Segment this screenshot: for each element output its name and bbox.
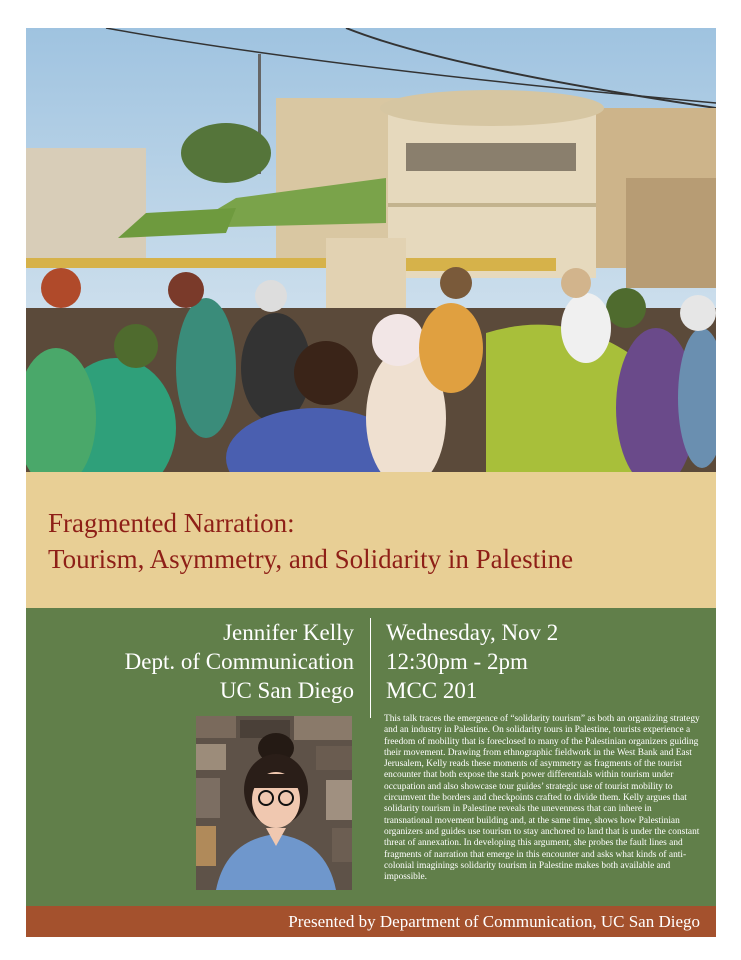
event-title-line-1: Fragmented Narration: <box>48 508 295 538</box>
event-schedule <box>386 618 558 705</box>
event-abstract: This talk traces the emergence of “solidarity tourism” as both an organizing strategy and an industry in Palestine. On solidarity tours in Palestine, tourists experience a freedom of mobility that is foreclosed to many of the Palestinian organizers guiding their movement. Drawing from ethnographic fieldwork in the West Bank and East Jerusalem, Kelly reads these moments of asymmetry as fragments of the tourist encounter that both expose the stark power differentials within tourism under occupation and also showcase tour guides’ strategic use of tourist mobility to circumvent the borders and checkpoints crafted to divide them. Kelly argues that solidarity tourism in Palestine reveals the unevenness that can inhere in transnational movement building and, at the same time, shows how Palestinian organizers and guides use tourism to stay anchored to land that is under the constant threat of annexation. In developing this argument, she probes the fault lines and fragments of narration that emerge in this encounter and asks what kinds of anti-colonial imaginings solidarity tourism in Palestine makes both available and impossible. <box>384 714 700 883</box>
footer-band <box>26 906 716 937</box>
speaker-name: Jennifer Kelly <box>223 620 354 645</box>
speaker-portrait <box>196 716 352 890</box>
presented-by-text: Presented by Department of Communication, UC San Diego <box>288 912 700 931</box>
title-band <box>26 472 716 608</box>
event-title-line-2: Tourism, Asymmetry, and Solidarity in Palestine <box>48 544 574 574</box>
event-time: 12:30pm - 2pm <box>386 649 528 674</box>
event-location: MCC 201 <box>386 678 478 703</box>
speaker-info <box>125 618 354 705</box>
tour-group-photo <box>26 28 716 472</box>
speaker-institution: UC San Diego <box>219 678 354 703</box>
speaker-department: Dept. of Communication <box>124 649 354 674</box>
info-panel <box>26 608 716 906</box>
event-date: Wednesday, Nov 2 <box>386 620 559 645</box>
vertical-divider <box>370 618 371 718</box>
